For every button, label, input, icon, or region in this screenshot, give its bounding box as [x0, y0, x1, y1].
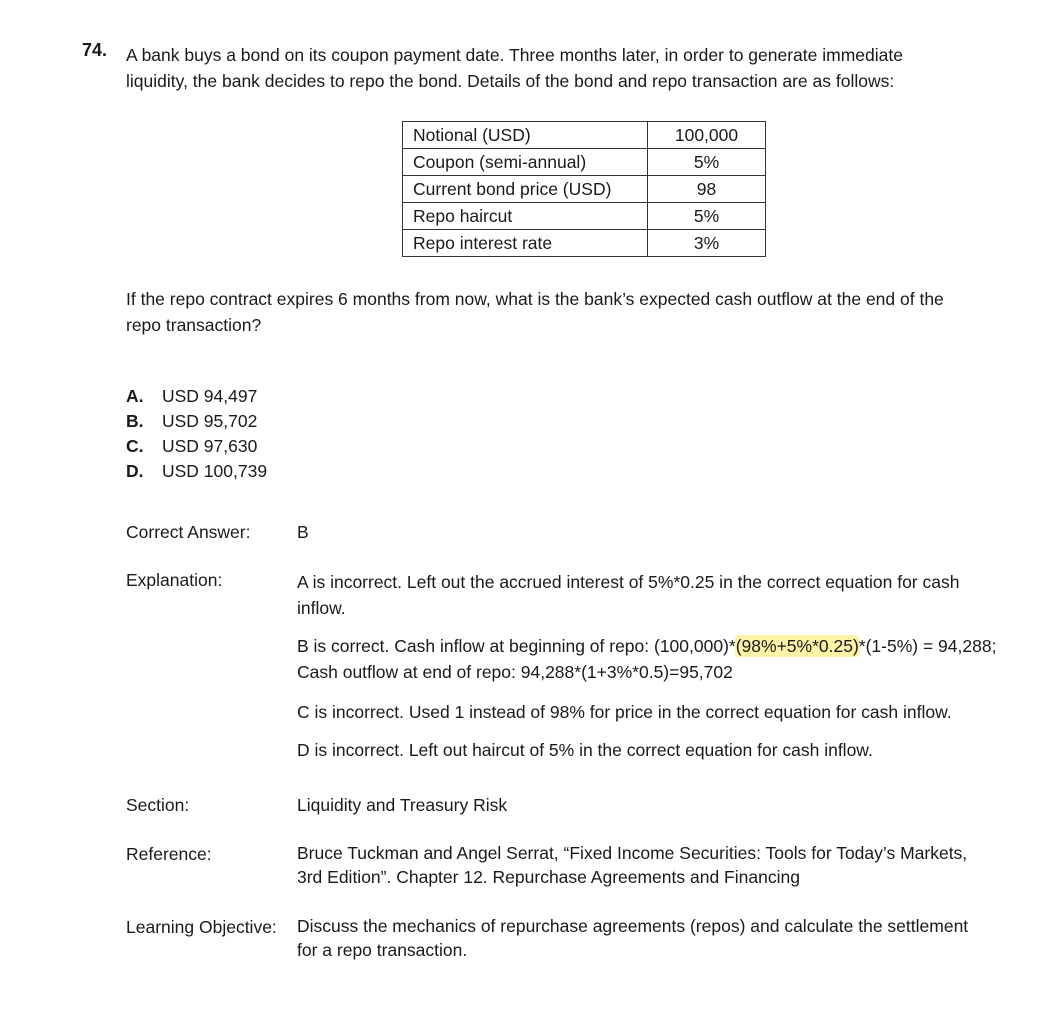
reference-label: Reference: [126, 844, 212, 864]
question-number: 74. [82, 40, 108, 60]
section-value: Liquidity and Treasury Risk [297, 795, 508, 815]
table-row [403, 176, 766, 203]
question-prompt-line: repo transaction? [126, 315, 262, 335]
choice-text: USD 97,630 [162, 436, 258, 456]
bond-details-table [402, 121, 766, 257]
reference-line: 3rd Edition”. Chapter 12. Repurchase Agreements and Financing [297, 867, 800, 887]
question-stem [126, 42, 903, 94]
choice-letter: C. [126, 436, 144, 456]
table-cell-label: Current bond price (USD) [403, 176, 648, 203]
question-prompt-line: If the repo contract expires 6 months from now, what is the bank’s expected cash outflow at the end of the [126, 289, 944, 309]
choice-letter: D. [126, 461, 144, 481]
correct-answer-label: Correct Answer: [126, 522, 251, 542]
explanation-text: B is correct. Cash inflow at beginning of repo: (100,000)* [297, 636, 736, 656]
choice-letter: B. [126, 411, 144, 431]
explanation-a [297, 569, 959, 621]
choice-text: USD 94,497 [162, 386, 258, 406]
answer-choices [126, 384, 267, 484]
explanation-b [297, 633, 996, 685]
learning-objective-line: for a repo transaction. [297, 940, 468, 960]
table-cell-value: 5% [648, 149, 766, 176]
explanation-label: Explanation: [126, 570, 223, 590]
section-label: Section: [126, 795, 190, 815]
choice-item [126, 459, 267, 484]
reference-value [297, 841, 967, 889]
choice-item [126, 384, 267, 409]
question-stem-line: liquidity, the bank decides to repo the bond. Details of the bond and repo transaction are as follows: [126, 71, 895, 91]
explanation-line: inflow. [297, 598, 346, 618]
table-row [403, 122, 766, 149]
table-cell-value: 3% [648, 230, 766, 257]
question-stem-line: A bank buys a bond on its coupon payment date. Three months later, in order to generate immediate [126, 45, 903, 65]
learning-objective-line: Discuss the mechanics of repurchase agreements (repos) and calculate the settlement [297, 916, 969, 936]
explanation-c: C is incorrect. Used 1 instead of 98% for price in the correct equation for cash inflow. [297, 702, 952, 722]
table-cell-label: Repo haircut [403, 203, 648, 230]
table-row [403, 230, 766, 257]
choice-text: USD 95,702 [162, 411, 258, 431]
choice-text: USD 100,739 [162, 461, 268, 481]
choice-item [126, 434, 267, 459]
table-row [403, 203, 766, 230]
choice-letter: A. [126, 386, 144, 406]
explanation-d: D is incorrect. Left out haircut of 5% in the correct equation for cash inflow. [297, 740, 873, 760]
learning-objective-label: Learning Objective: [126, 917, 277, 937]
explanation-line: Cash outflow at end of repo: 94,288*(1+3%*0.5)=95,702 [297, 662, 733, 682]
table-cell-value: 100,000 [648, 122, 766, 149]
table-cell-value: 5% [648, 203, 766, 230]
correct-answer-value: B [297, 522, 309, 542]
explanation-line [297, 633, 996, 659]
highlighted-formula: (98%+5%*0.25) [735, 636, 859, 656]
explanation-text: *(1-5%) = 94,288; [858, 636, 997, 656]
explanation-line: A is incorrect. Left out the accrued interest of 5%*0.25 in the correct equation for cash [297, 572, 960, 592]
choice-item [126, 409, 267, 434]
table-cell-label: Repo interest rate [403, 230, 648, 257]
table-cell-label: Coupon (semi-annual) [403, 149, 648, 176]
reference-line: Bruce Tuckman and Angel Serrat, “Fixed Income Securities: Tools for Today’s Markets, [297, 843, 968, 863]
table-row [403, 149, 766, 176]
learning-objective-value [297, 914, 968, 962]
question-prompt [126, 286, 944, 338]
table-cell-label: Notional (USD) [403, 122, 648, 149]
table-cell-value: 98 [648, 176, 766, 203]
